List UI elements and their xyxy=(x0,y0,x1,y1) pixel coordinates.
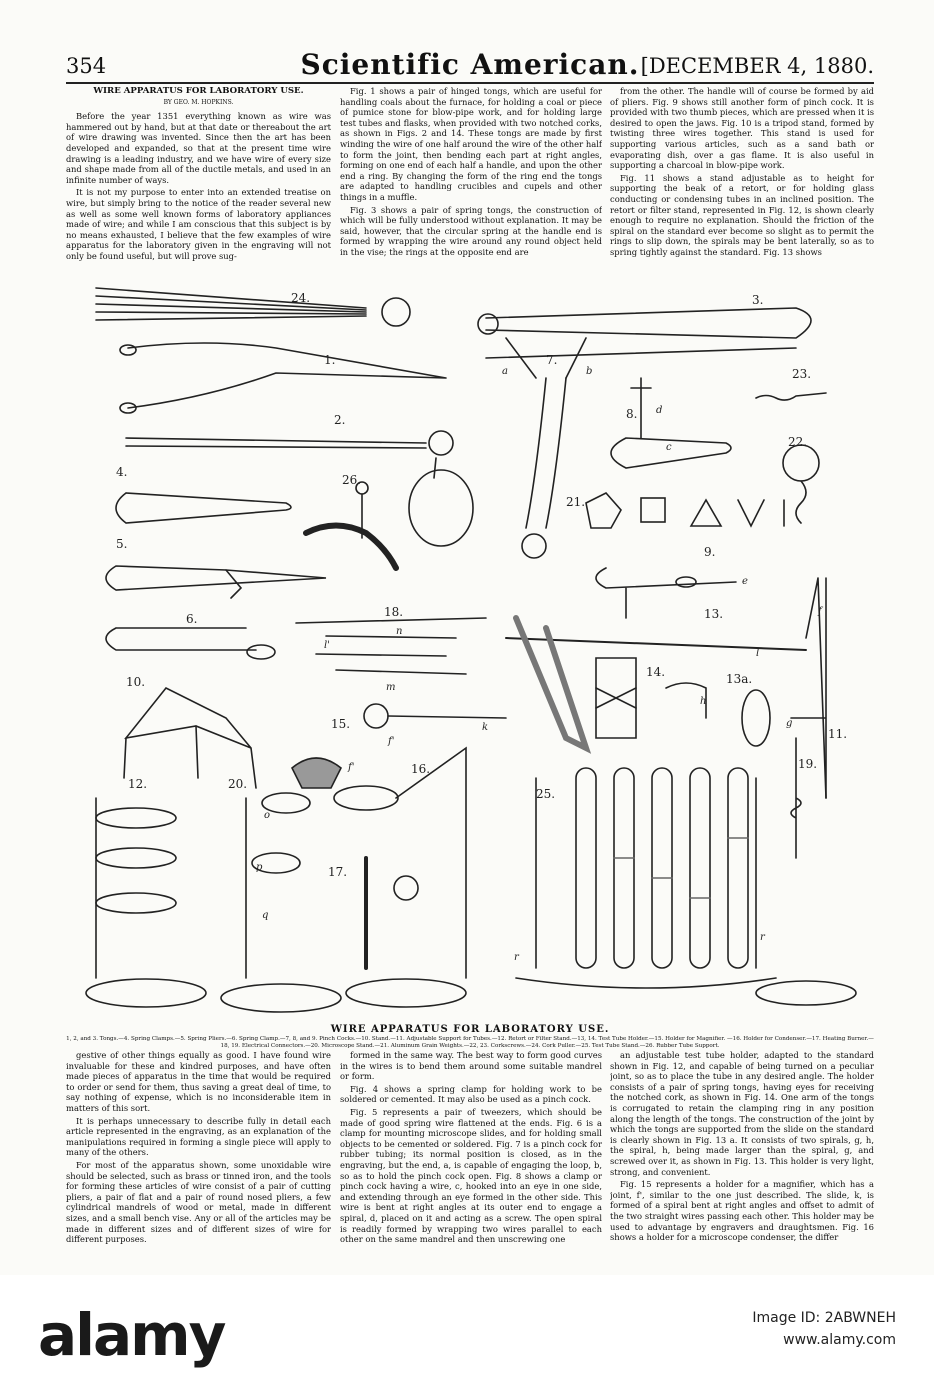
fig-letter: m xyxy=(386,682,396,693)
fig-label: 5. xyxy=(116,537,128,551)
fig-letter: k xyxy=(482,722,489,733)
fig-label: 2. xyxy=(334,413,346,427)
column-3-bottom xyxy=(610,1050,874,1250)
fig-letter: a xyxy=(502,366,508,377)
fig-6-clamp xyxy=(106,628,275,659)
fig-7-pinch-cock xyxy=(506,338,586,558)
fig-letter: c xyxy=(666,442,672,453)
page-header xyxy=(66,48,874,84)
fig-letter: f' xyxy=(388,736,395,747)
paragraph: Before the year 1351 everything known as wire was hammered out by hand, but at that date or thereabout the art of wire drawing was invented. Since then the art has been developed and expanded, so that at the present time wire drawing is a leading industry, and we have wire of every size and shape made from all of the ductile metals, and used in an infinite number of ways. xyxy=(66,111,331,185)
fig-21-grain-weights xyxy=(586,493,784,528)
fig-14-corks xyxy=(596,658,636,738)
fig-letter: b xyxy=(586,366,593,377)
fig-2-flask-tongs xyxy=(126,431,473,546)
fig-1-tongs xyxy=(120,343,446,413)
fig-label: 6. xyxy=(186,612,198,626)
fig-15-magnifier-holder xyxy=(292,704,506,788)
fig-label: 1. xyxy=(324,353,336,367)
fig-label: 20. xyxy=(228,777,248,791)
fig-label: 13a. xyxy=(726,672,753,686)
fig-letter: r xyxy=(514,952,519,963)
paragraph: Fig. 15 represents a holder for a magnifier, which has a joint, f', similar to the one just described. The slide, k, is formed of a spiral bent at right angles and offset to admit of the two straight wires passing each other. This holder may be used to advantage by engravers and draughtsmen. Fig. 16 shows a holder for a microscope condenser, the differ xyxy=(610,1179,874,1243)
figure-caption-title: WIRE APPARATUS FOR LABORATORY USE. xyxy=(330,1024,610,1035)
fig-letter: g xyxy=(786,718,793,729)
paragraph: an adjustable test tube holder, adapted to the standard shown in Fig. 12, and capable of being turned on a peculiar joint, so as to place the tube in any desired angle. The holder consists of a pair of spring tongs, having eyes for receiving the notched cork, as shown in Fig. 14. One arm of the tongs is corrugated to retain the clamping ring in any position along the length of the tongs. The construction of the joint by which the tongs are supported from the slide on the standard is clearly shown in Fig. 13 a. It consists of two spirals, g, h, the spiral, h, being made larger than the spiral, g, and screwed over it, as shown in Fig. 13. This holder is very light, strong, and convenient. xyxy=(610,1050,874,1177)
article-title: WIRE APPARATUS FOR LABORATORY USE. xyxy=(93,86,304,96)
paragraph: formed in the same way. The best way to form good curves in the wires is to bend them around some suitable mandrel or form. xyxy=(340,1050,602,1082)
fig-letter: o xyxy=(264,810,271,821)
figure-labels xyxy=(116,291,847,879)
paragraph: Fig. 4 shows a spring clamp for holding work to be soldered or cemented. It may also be used as a pinch cock. xyxy=(340,1083,602,1105)
fig-label: 14. xyxy=(646,665,666,679)
fig-25-test-tube-stand xyxy=(516,768,776,988)
figure-caption-text: 1, 2, and 3. Tongs.—4. Spring Clamps.—5. Spring Pliers.—6. Spring Clamp.—7, 8, and 9. Pinch Cocks.—10. Stand.—11. Adjustable Support for Tubes.—12. Retort or Filter Stand.—13, 14. Test Tube Holder.—15. Holder for Magnifier. —16. Holder for Condenser.—17. Heating Burner.—18, 19. Electrical Connectors.—20. Microscope Stand.—21. Aluminum Grain Weights.—22, 23. Corkscrews.—24. Cork Puller.—25. Test Tube Stand.—26. Rubber Tube Support. xyxy=(66,1036,874,1049)
fig-label: 9. xyxy=(704,545,716,559)
fig-letter: p xyxy=(256,862,263,873)
fig-label: 26. xyxy=(342,473,362,487)
column-3-top xyxy=(610,86,874,276)
fig-label: 15. xyxy=(331,717,351,731)
fig-16-condenser-holder xyxy=(334,748,466,978)
fig-23-corkscrew xyxy=(756,393,826,400)
fig-13a-joint xyxy=(666,683,770,746)
column-1-top xyxy=(66,86,331,276)
fig-label: 10. xyxy=(126,675,146,689)
paragraph: gestive of other things equally as good. I have found wire invaluable for these and kindred purposes, and have often made pieces of apparatus in the time that would be required to order or send for them, thus saving a great deal of time, to say nothing of expense, which is no inconsiderable item in matters of this sort. xyxy=(66,1050,331,1113)
fig-10-tripod xyxy=(124,688,256,788)
fig-label: 18. xyxy=(384,605,404,619)
column-1-bottom xyxy=(66,1050,331,1250)
fig-label: 25. xyxy=(536,787,556,801)
article-byline: BY GEO. M. HOPKINS. xyxy=(163,98,234,106)
paragraph: Fig. 1 shows a pair of hinged tongs, which are useful for handling coals about the furnace, for holding a coal or piece of pumice stone for blow-pipe work, and for holding large test tubes and flasks, when provided with two notched corks, as shown in Figs. 2 and 14. These tongs are made by first winding the wire of one half around the wire of the other half to form the joint, then bending each part at right angles, forming on one end of each half a handle, and upon the other end a ring. By changing the form of the ring end the tongs are adapted to handling crucibles and cupels and other things in a muffle. xyxy=(340,86,602,202)
fig-letter: e xyxy=(742,576,748,587)
fig-letter: h xyxy=(700,696,707,707)
fig-letter: r xyxy=(760,932,765,943)
fig-label: 24. xyxy=(291,291,311,305)
fig-label: 23. xyxy=(792,367,812,381)
fig-letter: n xyxy=(396,626,403,637)
fig-letter: f' xyxy=(348,762,355,773)
fig-label: 22. xyxy=(788,435,808,449)
fig-label: 16. xyxy=(411,762,431,776)
fig-19-connector xyxy=(756,738,856,1005)
fig-letter: l' xyxy=(324,640,330,651)
fig-22-corkscrew xyxy=(783,445,819,523)
fig-label: 13. xyxy=(704,607,724,621)
fig-8-pinch-cock xyxy=(611,378,731,468)
fig-label: 19. xyxy=(798,757,818,771)
fig-label: 8. xyxy=(626,407,638,421)
fig-label: 17. xyxy=(328,865,348,879)
paragraph: Fig. 11 shows a stand adjustable as to height for supporting the beak of a retort, or for holding glass conducting or condensing tubes in an inclined position. The retort or filter stand, represented in Fig. 12, is shown clearly enough to require no explanation. Should the friction of the spiral on the standard ever become so slight as to permit the rings to slip down, the spirals may be bent laterally, so as to spring tightly against the standard. Fig. 13 shows xyxy=(610,172,874,257)
issue-date: [DECEMBER 4, 1880. xyxy=(640,54,874,78)
fig-3-spring-tongs xyxy=(478,308,811,358)
image-id: Image ID: 2ABWNEH xyxy=(752,1310,896,1326)
fig-4-spring-clamp xyxy=(116,493,291,523)
fig-label: 7. xyxy=(546,353,558,367)
fig-label: 4. xyxy=(116,465,128,479)
fig-letter: l xyxy=(756,648,760,659)
fig-label: 12. xyxy=(128,777,148,791)
fig-24-cork-puller xyxy=(96,288,410,326)
page-number: 354 xyxy=(66,54,107,78)
fig-label: 11. xyxy=(828,727,848,741)
paragraph: For most of the apparatus shown, some unoxidable wire should be selected, such as brass or tinned iron, and the tools for forming these articles of wire consist of a pair of cutting pliers, a pair of flat and a pair of round nosed pliers, a few cylindrical mandrels of wood or metal, made in different sizes, and a small bench vise. Any or all of the articles may be made in different sizes and of different sizes of wire for different purposes. xyxy=(66,1159,331,1245)
fig-17-heating-burner xyxy=(346,858,466,1007)
alamy-logo: alamy xyxy=(38,1301,225,1369)
paragraph: from the other. The handle will of course be formed by aid of pliers. Fig. 9 shows still another form of pinch cock. It is provided with two thumb pieces, which are pressed when it is desired to open the jaws. Fig. 10 is a tripod stand, formed by twisting three wires together. This stand is used for supporting various articles, such as a sand bath or evaporating dish, over a gas flame. It is also useful in supporting a charcoal in blow-pipe work. xyxy=(610,86,874,171)
column-2-top xyxy=(340,86,602,276)
engraving-figure xyxy=(66,278,874,1018)
fig-5-tweezers xyxy=(106,566,326,598)
paragraph: It is perhaps unnecessary to describe fully in detail each article represented in the engraving, as an explanation of the manipulations required in forming a single piece will apply to many of the others. xyxy=(66,1115,331,1158)
fig-20-microscope-stand xyxy=(221,793,341,1012)
fig-26-rubber-tube-support xyxy=(306,482,396,568)
column-2-bottom xyxy=(340,1050,602,1250)
paragraph: It is not my purpose to enter into an extended treatise on wire, but simply bring to the notice of the reader several new as well as some well known forms of laboratory appliances made of wire; and while I am conscious that this subject is by no means exhausted, I believe that the few examples of wire apparatus for the laboratory given in the engraving will not only be found useful, but will prove sug- xyxy=(66,187,331,261)
fig-label: 21. xyxy=(566,495,586,509)
masthead: Scientific American. xyxy=(300,48,640,81)
fig-letter: f xyxy=(818,606,822,617)
paragraph: Fig. 3 shows a pair of spring tongs, the construction of which will be fully understood without explanation. It may be said, however, that the circular spring at the handle end is formed by wrapping the wire around any round object held in the vise; the rings at the opposite end are xyxy=(340,204,602,257)
watermark-footer xyxy=(0,1275,934,1390)
fig-letter: q xyxy=(262,910,269,921)
stock-url: www.alamy.com xyxy=(783,1332,896,1348)
fig-label: 3. xyxy=(752,293,764,307)
paragraph: Fig. 5 represents a pair of tweezers, which should be made of good spring wire flattened at the ends. Fig. 6 is a clamp for mounting microscope slides, and for holding small objects to be cemented or soldered. Fig. 7 is a pinch cock for rubber tubing; its normal position is closed, as in the engraving, but the end, a, is capable of engaging the loop, b, so as to hold the pinch cock open. Fig. 8 shows a clamp or pinch cock having a wire, c, hooked into an eye in one side, and extending through an eye formed in the other side. This wire is bent at right angles at its outer end to engage a spiral, d, placed on it and acting as a screw. The open spiral is readily formed by wrapping two wires parallel to each other on the same mandrel and then unscrewing one xyxy=(340,1106,602,1245)
fig-letter: d xyxy=(656,405,663,416)
stock-info xyxy=(752,1307,896,1351)
fig-12-retort-stand xyxy=(86,798,206,1007)
